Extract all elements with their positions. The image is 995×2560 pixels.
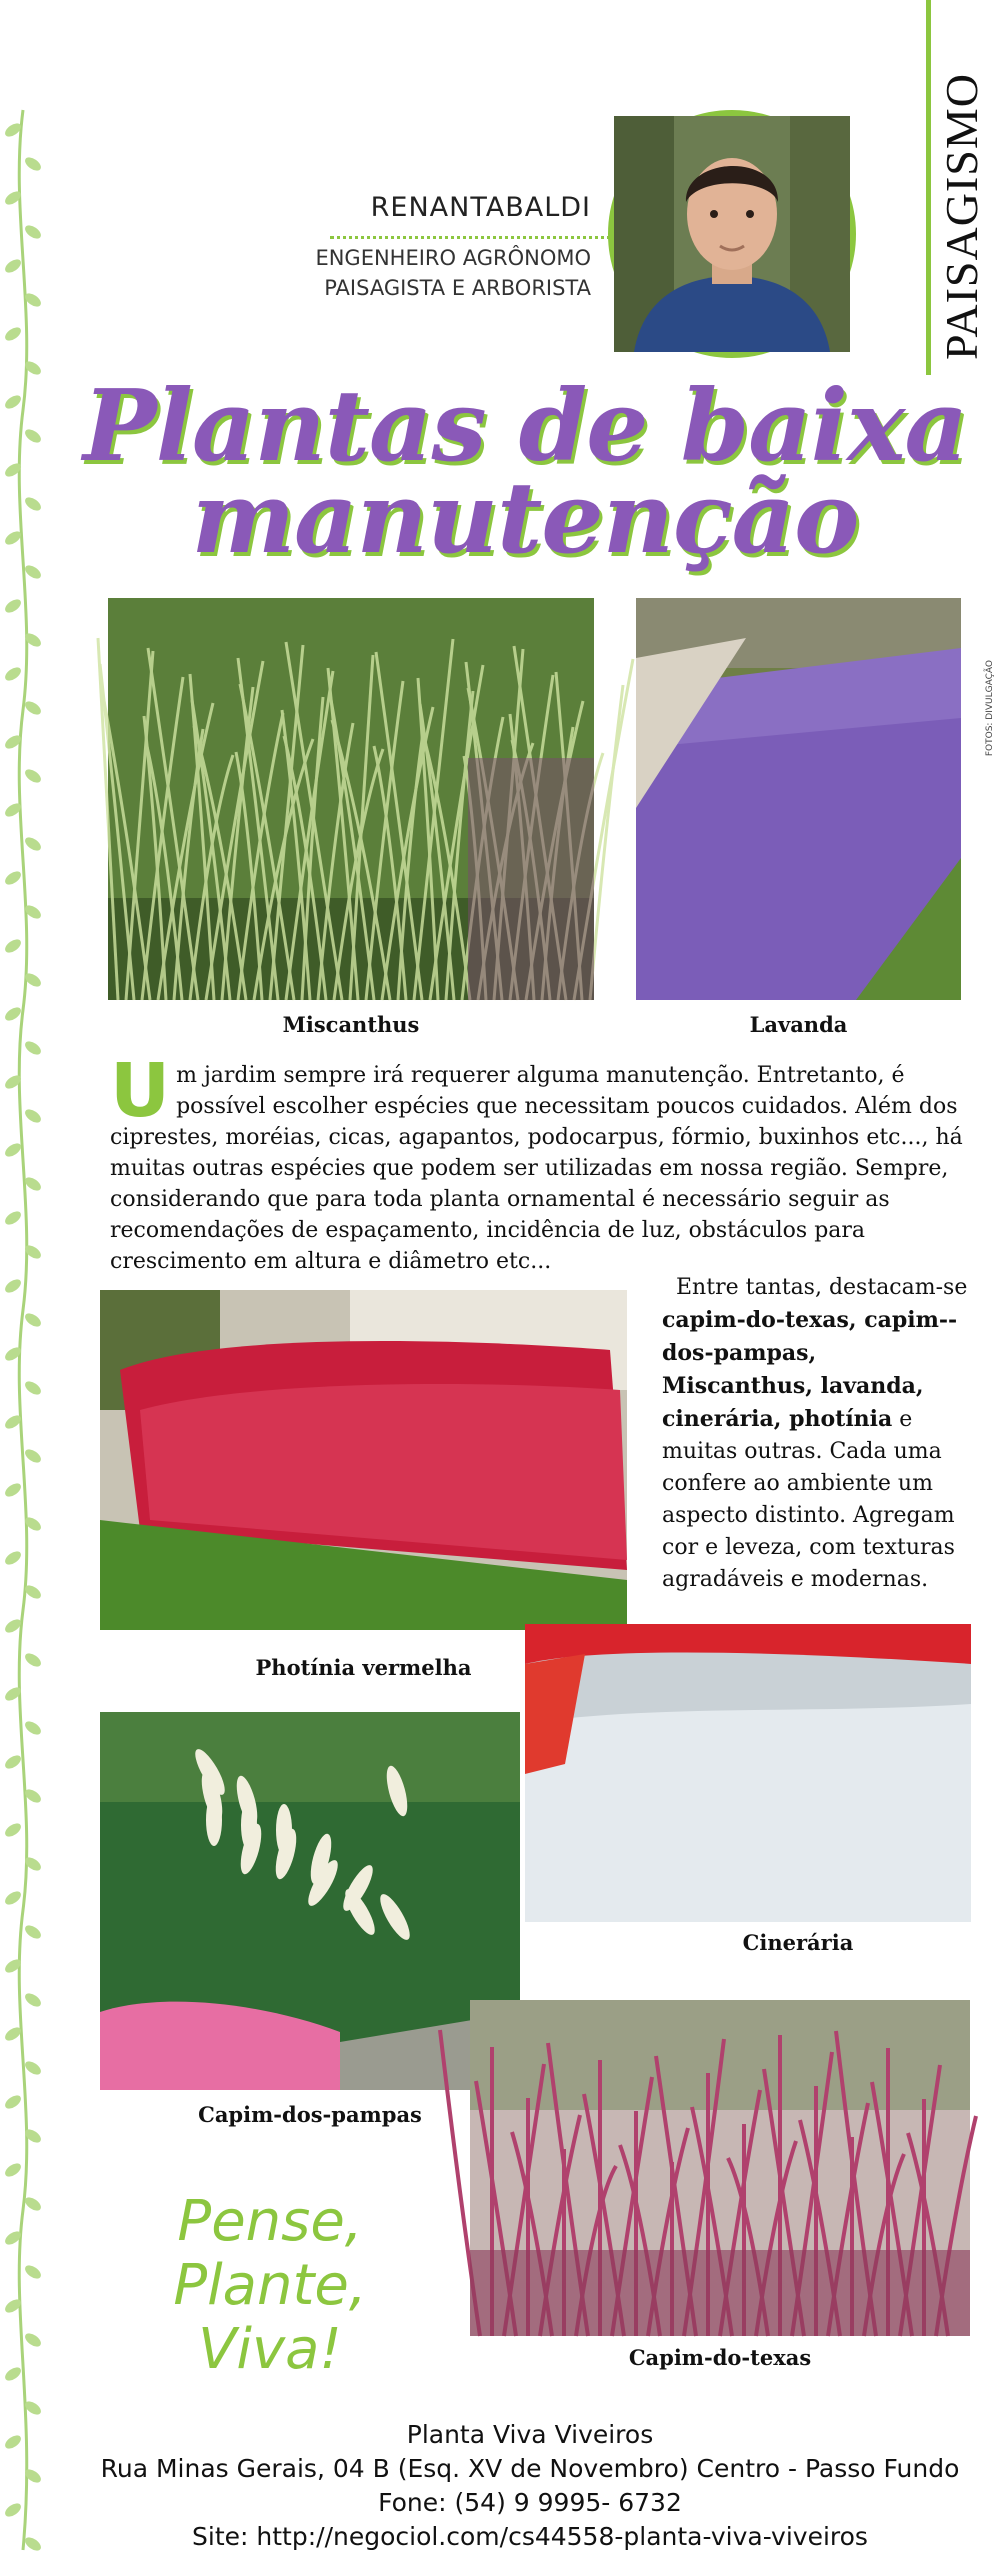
photo-cineraria [525, 1624, 971, 1922]
author-portrait [608, 110, 856, 358]
divider [330, 236, 630, 239]
side-rest: e muitas outras. Cada uma confere ao ambiente um aspecto distinto. Agregam cor e leveza, com texturas agradáveis e modernas. [662, 1407, 955, 1592]
caption-capim-do-texas: Capim-do-texas [628, 2345, 812, 2370]
slogan-line-1: Pense, [177, 2189, 363, 2254]
footer-phone: Fone: (54) 9 9995- 6732 [378, 2488, 682, 2517]
photo-capim-dos-pampas [100, 1712, 520, 2090]
intro-paragraph [110, 1048, 970, 1277]
author-name: RENANTABALDI [370, 192, 591, 223]
side-highlight: capim-do-texas, capim--dos-pampas, Miscanthus, lavanda, cinerária, photínia [662, 1307, 958, 1432]
photo-miscanthus [108, 598, 594, 1000]
caption-photinia: Photínia vermelha [255, 1655, 472, 1680]
footer-company: Planta Viva Viveiros [406, 2420, 654, 2449]
author-role-1: ENGENHEIRO AGRÔNOMO [315, 246, 591, 270]
slogan-line-3: Viva! [198, 2317, 342, 2382]
photo-capim-do-texas [470, 2000, 970, 2336]
dropcap: U [110, 1048, 171, 1134]
caption-miscanthus: Miscanthus [282, 1012, 420, 1037]
decorative-vine [0, 110, 46, 2550]
slogan [150, 2190, 390, 2382]
caption-cineraria: Cinerária [742, 1930, 854, 1955]
title-line-2: manutenção [191, 461, 859, 576]
side-paragraph [662, 1272, 972, 1596]
photo-photinia [100, 1290, 627, 1630]
caption-capim-dos-pampas: Capim-dos-pampas [198, 2102, 422, 2127]
section-label: PAISAGISMO [936, 73, 987, 360]
photo-credit: FOTOS: DIVULGAÇÃO [985, 660, 995, 757]
slogan-line-2: Plante, [173, 2253, 367, 2318]
author-role-2: PAISAGISTA E ARBORISTA [324, 276, 591, 300]
section-tab [926, 0, 987, 375]
photo-lavanda [636, 598, 961, 1000]
footer-address: Rua Minas Gerais, 04 B (Esq. XV de Novembro) Centro - Passo Fundo [100, 2454, 960, 2483]
footer-site[interactable]: Site: http://negociol.com/cs44558-planta-viva-viveiros [192, 2522, 868, 2551]
caption-lavanda: Lavanda [749, 1012, 848, 1037]
intro-text: m jardim sempre irá requerer alguma manutenção. Entretanto, é possível escolher espécies que necessitam poucos cuidados. Além dos ciprestes, moréias, cicas, agapantos, podocarpus, fórmio, buxinhos etc..., há muitas outras espécies que podem ser utilizadas em nossa região. Sempre, considerando que para toda planta ornamental é necessário seguir as recomendações de espaçamento, incidência de luz, obstáculos para crescimento em altura e diâmetro etc... [110, 1063, 963, 1274]
title-line-1: Plantas de baixa [83, 369, 967, 484]
side-lead: Entre tantas, destacam-se [676, 1275, 968, 1300]
